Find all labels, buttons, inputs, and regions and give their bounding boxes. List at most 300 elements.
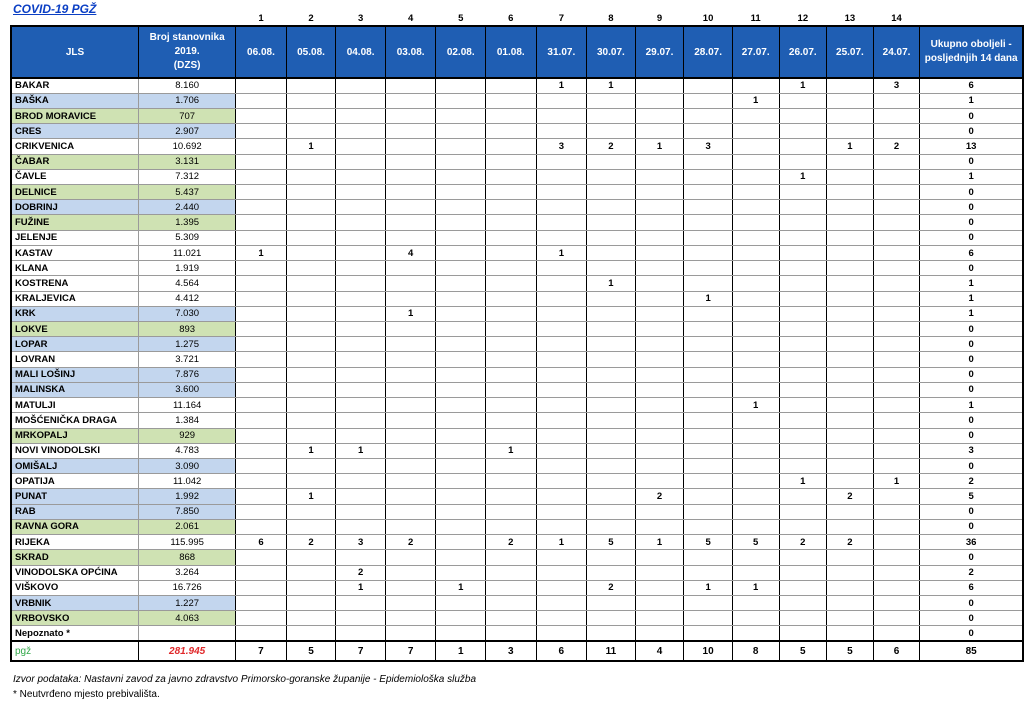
municipality-name: KASTAV: [11, 245, 139, 260]
daily-cases: [286, 322, 336, 337]
daily-cases: [385, 169, 436, 184]
municipality-name: FUŽINE: [11, 215, 139, 230]
daily-cases: 3: [684, 139, 733, 154]
population: 1.919: [139, 261, 236, 276]
footer-daily-total: 11: [587, 641, 636, 661]
footer-daily-total: 7: [236, 641, 287, 661]
daily-cases: [873, 550, 920, 565]
header-date: 26.07.: [779, 26, 827, 78]
municipality-name: LOVRAN: [11, 352, 139, 367]
daily-cases: [286, 215, 336, 230]
table-row: [11, 291, 1023, 306]
column-number: 6: [508, 13, 514, 24]
daily-cases: [286, 337, 336, 352]
municipality-name: OPATIJA: [11, 474, 139, 489]
daily-cases: 3: [536, 139, 587, 154]
daily-cases: [236, 185, 287, 200]
daily-cases: 1: [779, 169, 827, 184]
header-total: [920, 26, 1023, 78]
total-cases: 0: [920, 458, 1023, 473]
daily-cases: [286, 306, 336, 321]
header-date: 06.08.: [236, 26, 287, 78]
daily-cases: [336, 504, 386, 519]
daily-cases: [436, 215, 486, 230]
daily-cases: [536, 519, 587, 534]
daily-cases: [827, 261, 874, 276]
population: 4.564: [139, 276, 236, 291]
population: 2.061: [139, 519, 236, 534]
daily-cases: [684, 398, 733, 413]
daily-cases: [827, 398, 874, 413]
daily-cases: [732, 504, 779, 519]
daily-cases: [536, 398, 587, 413]
daily-cases: [536, 291, 587, 306]
daily-cases: [827, 108, 874, 123]
daily-cases: [827, 382, 874, 397]
daily-cases: [779, 230, 827, 245]
header-date: 03.08.: [385, 26, 436, 78]
table-row: [11, 200, 1023, 215]
table-row: [11, 261, 1023, 276]
daily-cases: [486, 337, 537, 352]
population: 115.995: [139, 535, 236, 550]
population: 3.090: [139, 458, 236, 473]
daily-cases: [336, 352, 386, 367]
daily-cases: [486, 611, 537, 626]
daily-cases: [536, 306, 587, 321]
daily-cases: [336, 337, 386, 352]
daily-cases: [684, 322, 733, 337]
daily-cases: [587, 504, 636, 519]
daily-cases: [536, 185, 587, 200]
footer-daily-total: 4: [635, 641, 684, 661]
daily-cases: [827, 352, 874, 367]
daily-cases: [336, 230, 386, 245]
population: 4.783: [139, 443, 236, 458]
daily-cases: [236, 595, 287, 610]
daily-cases: [827, 428, 874, 443]
footer-daily-total: 10: [684, 641, 733, 661]
total-cases: 0: [920, 154, 1023, 169]
column-number: 9: [656, 13, 663, 24]
daily-cases: [436, 93, 486, 108]
total-cases: 0: [920, 382, 1023, 397]
column-number: 10: [702, 13, 714, 24]
footer-daily-total: 8: [732, 641, 779, 661]
daily-cases: [336, 322, 386, 337]
daily-cases: [236, 367, 287, 382]
daily-cases: [536, 443, 587, 458]
daily-cases: [286, 382, 336, 397]
daily-cases: [587, 185, 636, 200]
daily-cases: [635, 78, 684, 93]
daily-cases: [684, 93, 733, 108]
daily-cases: [286, 154, 336, 169]
daily-cases: [873, 626, 920, 641]
daily-cases: [732, 626, 779, 641]
daily-cases: [684, 611, 733, 626]
population: 893: [139, 322, 236, 337]
daily-cases: [385, 595, 436, 610]
daily-cases: [684, 443, 733, 458]
daily-cases: [587, 245, 636, 260]
footer-population: 281.945: [139, 641, 236, 661]
header-date: 25.07.: [827, 26, 874, 78]
daily-cases: [336, 154, 386, 169]
daily-cases: 1: [336, 443, 386, 458]
table-row: [11, 458, 1023, 473]
daily-cases: [486, 139, 537, 154]
daily-cases: [436, 519, 486, 534]
daily-cases: [684, 337, 733, 352]
daily-cases: [236, 352, 287, 367]
daily-cases: [873, 215, 920, 230]
daily-cases: [336, 428, 386, 443]
daily-cases: [635, 291, 684, 306]
daily-cases: [286, 626, 336, 641]
daily-cases: [779, 428, 827, 443]
daily-cases: [286, 78, 336, 93]
daily-cases: [732, 367, 779, 382]
municipality-name: MATULJI: [11, 398, 139, 413]
daily-cases: [236, 519, 287, 534]
daily-cases: [236, 565, 287, 580]
daily-cases: [873, 291, 920, 306]
daily-cases: [486, 565, 537, 580]
daily-cases: [236, 428, 287, 443]
daily-cases: [587, 474, 636, 489]
daily-cases: [873, 337, 920, 352]
population: 7.312: [139, 169, 236, 184]
daily-cases: [286, 108, 336, 123]
daily-cases: [732, 519, 779, 534]
daily-cases: [336, 200, 386, 215]
daily-cases: 4: [385, 245, 436, 260]
daily-cases: [536, 565, 587, 580]
daily-cases: [635, 580, 684, 595]
daily-cases: [635, 565, 684, 580]
daily-cases: [827, 611, 874, 626]
daily-cases: [827, 550, 874, 565]
daily-cases: [436, 565, 486, 580]
daily-cases: [684, 474, 733, 489]
daily-cases: [587, 519, 636, 534]
daily-cases: [732, 489, 779, 504]
daily-cases: [873, 276, 920, 291]
daily-cases: [587, 595, 636, 610]
total-cases: 0: [920, 352, 1023, 367]
daily-cases: [684, 595, 733, 610]
daily-cases: [827, 504, 874, 519]
header-date: 05.08.: [286, 26, 336, 78]
daily-cases: [486, 504, 537, 519]
daily-cases: [587, 200, 636, 215]
daily-cases: [436, 78, 486, 93]
daily-cases: 1: [336, 580, 386, 595]
daily-cases: [436, 352, 486, 367]
source-note: Izvor podataka: Nastavni zavod za javno zdravstvo Primorsko-goranske županije - Epidemiološka služba: [13, 674, 477, 685]
daily-cases: 1: [286, 489, 336, 504]
daily-cases: [286, 367, 336, 382]
daily-cases: [732, 215, 779, 230]
daily-cases: [536, 428, 587, 443]
daily-cases: [236, 611, 287, 626]
table-row: [11, 413, 1023, 428]
total-cases: 13: [920, 139, 1023, 154]
daily-cases: [286, 200, 336, 215]
daily-cases: [385, 337, 436, 352]
daily-cases: [827, 443, 874, 458]
footer-grand-total: 85: [920, 641, 1023, 661]
daily-cases: [385, 108, 436, 123]
daily-cases: 1: [635, 139, 684, 154]
table-row: [11, 504, 1023, 519]
daily-cases: [486, 474, 537, 489]
daily-cases: [732, 322, 779, 337]
population: 3.721: [139, 352, 236, 367]
daily-cases: [385, 124, 436, 139]
daily-cases: [827, 276, 874, 291]
daily-cases: [732, 337, 779, 352]
daily-cases: [436, 291, 486, 306]
total-cases: 1: [920, 291, 1023, 306]
daily-cases: [385, 443, 436, 458]
daily-cases: [385, 139, 436, 154]
daily-cases: [827, 474, 874, 489]
daily-cases: [732, 550, 779, 565]
daily-cases: [436, 276, 486, 291]
daily-cases: [536, 352, 587, 367]
total-cases: 1: [920, 306, 1023, 321]
daily-cases: [486, 458, 537, 473]
daily-cases: [486, 185, 537, 200]
daily-cases: [236, 215, 287, 230]
table-row: [11, 322, 1023, 337]
table-row: [11, 367, 1023, 382]
header-pop-line3: (DZS): [173, 60, 201, 71]
daily-cases: 1: [635, 535, 684, 550]
table-row: [11, 78, 1023, 93]
daily-cases: [236, 230, 287, 245]
header-pop-line1: Broj stanovnika: [149, 32, 225, 43]
daily-cases: [732, 169, 779, 184]
daily-cases: 1: [779, 78, 827, 93]
daily-cases: [336, 413, 386, 428]
daily-cases: [635, 322, 684, 337]
footer-daily-total: 6: [536, 641, 587, 661]
daily-cases: [684, 352, 733, 367]
daily-cases: 2: [486, 535, 537, 550]
daily-cases: [486, 200, 537, 215]
daily-cases: [486, 367, 537, 382]
daily-cases: 1: [587, 78, 636, 93]
daily-cases: [779, 322, 827, 337]
daily-cases: [732, 245, 779, 260]
daily-cases: [286, 458, 336, 473]
daily-cases: [587, 261, 636, 276]
daily-cases: [436, 139, 486, 154]
total-cases: 36: [920, 535, 1023, 550]
daily-cases: 1: [587, 276, 636, 291]
daily-cases: [635, 550, 684, 565]
daily-cases: [732, 291, 779, 306]
daily-cases: [779, 276, 827, 291]
daily-cases: [684, 367, 733, 382]
daily-cases: [486, 230, 537, 245]
header-total-line1: Ukupno oboljeli -: [930, 39, 1012, 50]
municipality-name: KOSTRENA: [11, 276, 139, 291]
total-cases: 0: [920, 322, 1023, 337]
daily-cases: [486, 169, 537, 184]
daily-cases: 1: [732, 398, 779, 413]
total-cases: 5: [920, 489, 1023, 504]
header-date: 31.07.: [536, 26, 587, 78]
daily-cases: [436, 245, 486, 260]
daily-cases: [684, 108, 733, 123]
table-row: [11, 550, 1023, 565]
daily-cases: [336, 276, 386, 291]
daily-cases: [436, 261, 486, 276]
daily-cases: [635, 504, 684, 519]
daily-cases: [779, 261, 827, 276]
daily-cases: [236, 413, 287, 428]
daily-cases: [635, 200, 684, 215]
daily-cases: [873, 352, 920, 367]
daily-cases: [684, 458, 733, 473]
daily-cases: [336, 78, 386, 93]
total-cases: 0: [920, 124, 1023, 139]
column-number: 2: [308, 13, 314, 24]
daily-cases: [286, 413, 336, 428]
daily-cases: [385, 291, 436, 306]
footer-daily-total: 5: [286, 641, 336, 661]
municipality-name: VRBNIK: [11, 595, 139, 610]
daily-cases: [635, 93, 684, 108]
daily-cases: [336, 306, 386, 321]
daily-cases: [486, 489, 537, 504]
daily-cases: [587, 154, 636, 169]
daily-cases: 2: [587, 580, 636, 595]
daily-cases: 2: [827, 489, 874, 504]
daily-cases: [286, 580, 336, 595]
daily-cases: [536, 230, 587, 245]
table-row: [11, 352, 1023, 367]
daily-cases: [436, 124, 486, 139]
daily-cases: [732, 382, 779, 397]
daily-cases: [684, 154, 733, 169]
table-row: [11, 337, 1023, 352]
header-date: 30.07.: [587, 26, 636, 78]
daily-cases: [635, 352, 684, 367]
daily-cases: [336, 108, 386, 123]
header-jls: JLS: [11, 26, 139, 78]
daily-cases: [827, 413, 874, 428]
daily-cases: [827, 322, 874, 337]
daily-cases: [684, 185, 733, 200]
daily-cases: [732, 595, 779, 610]
daily-cases: [436, 154, 486, 169]
daily-cases: [536, 337, 587, 352]
table-row: [11, 245, 1023, 260]
total-cases: 0: [920, 428, 1023, 443]
daily-cases: 2: [827, 535, 874, 550]
daily-cases: [635, 367, 684, 382]
daily-cases: [336, 139, 386, 154]
daily-cases: [779, 489, 827, 504]
column-number: 4: [408, 13, 414, 24]
daily-cases: [336, 398, 386, 413]
daily-cases: [286, 261, 336, 276]
municipality-name: PUNAT: [11, 489, 139, 504]
footer-daily-total: 5: [827, 641, 874, 661]
daily-cases: [827, 93, 874, 108]
daily-cases: [684, 78, 733, 93]
daily-cases: [635, 276, 684, 291]
daily-cases: [587, 230, 636, 245]
population: 10.692: [139, 139, 236, 154]
daily-cases: [587, 93, 636, 108]
daily-cases: [873, 261, 920, 276]
daily-cases: [236, 550, 287, 565]
daily-cases: [436, 337, 486, 352]
daily-cases: [873, 200, 920, 215]
table-row: [11, 443, 1023, 458]
population: 8.160: [139, 78, 236, 93]
table-row: [11, 306, 1023, 321]
daily-cases: [587, 124, 636, 139]
daily-cases: [336, 93, 386, 108]
daily-cases: [486, 276, 537, 291]
total-cases: 0: [920, 200, 1023, 215]
daily-cases: 1: [732, 580, 779, 595]
daily-cases: [684, 504, 733, 519]
daily-cases: [873, 489, 920, 504]
daily-cases: [684, 489, 733, 504]
daily-cases: [336, 245, 386, 260]
population: 1.992: [139, 489, 236, 504]
municipality-name: VRBOVSKO: [11, 611, 139, 626]
daily-cases: [779, 443, 827, 458]
municipality-name: MOŠĆENIČKA DRAGA: [11, 413, 139, 428]
table-row: [11, 93, 1023, 108]
daily-cases: [536, 580, 587, 595]
daily-cases: [587, 428, 636, 443]
column-number-row: [11, 9, 1023, 26]
daily-cases: [336, 550, 386, 565]
daily-cases: [732, 108, 779, 123]
daily-cases: [684, 200, 733, 215]
total-cases: 0: [920, 337, 1023, 352]
daily-cases: [236, 474, 287, 489]
daily-cases: [779, 595, 827, 610]
daily-cases: [385, 154, 436, 169]
daily-cases: [873, 185, 920, 200]
daily-cases: [385, 565, 436, 580]
daily-cases: [486, 352, 537, 367]
table-row: [11, 535, 1023, 550]
total-cases: 1: [920, 169, 1023, 184]
daily-cases: [236, 458, 287, 473]
daily-cases: [827, 580, 874, 595]
population: 4.063: [139, 611, 236, 626]
daily-cases: [587, 108, 636, 123]
footer-daily-total: 3: [486, 641, 537, 661]
daily-cases: 2: [779, 535, 827, 550]
daily-cases: [873, 595, 920, 610]
daily-cases: [385, 78, 436, 93]
daily-cases: [236, 261, 287, 276]
daily-cases: [486, 428, 537, 443]
